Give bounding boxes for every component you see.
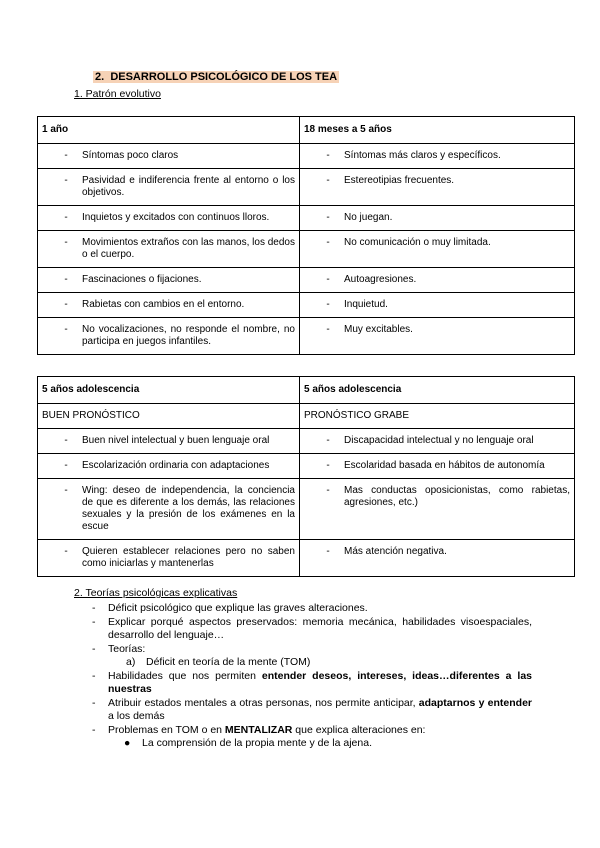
list-item: - Explicar porqué aspectos preservados: memoria mecánica, habilidades visoespaciales, desarrollo del lenguaje… — [92, 615, 532, 641]
table-cell: - Inquietud. — [300, 293, 575, 318]
table-cell: - Fascinaciones o fijaciones. — [38, 268, 300, 293]
table-cell: - Wing: deseo de independencia, la conciencia de que es diferente a los demás, las relaciones sexuales y la presión de los exámenes en la escue — [38, 479, 300, 540]
subheading-teorias: 2. Teorías psicológicas explicativas — [74, 587, 238, 599]
list-bullet-item: ● La comprensión de la propia mente y de la ajena. — [124, 737, 372, 749]
list-item: - Déficit psicológico que explique las graves alteraciones. — [92, 602, 368, 614]
table-cell: - Más atención negativa. — [300, 540, 575, 577]
table-cell: - Autoagresiones. — [300, 268, 575, 293]
table2-sub-col1: BUEN PRONÓSTICO — [38, 404, 300, 429]
table-cell: - Inquietos y excitados con continuos lloros. — [38, 206, 300, 231]
table-cell: - Escolaridad basada en hábitos de autonomía — [300, 454, 575, 479]
table-pronostico — [37, 376, 575, 577]
heading-number: 2. — [95, 71, 105, 83]
cell-text: Inquietos y excitados con continuos lloros. — [82, 212, 270, 223]
cell-text: Muy excitables. — [344, 324, 413, 335]
table-row — [38, 293, 575, 318]
heading-text: DESARROLLO PSICOLÓGICO DE LOS TEA — [110, 71, 338, 83]
table-cell: - Estereotipias frecuentes. — [300, 169, 575, 206]
cell-text: Mas conductas oposicionistas, como rabietas, agresiones, etc.) — [344, 485, 570, 508]
cell-text: Discapacidad intelectual y no lenguaje oral — [344, 435, 534, 446]
table1-header-col2: 18 meses a 5 años — [300, 117, 575, 144]
table-row — [38, 206, 575, 231]
table-row — [38, 169, 575, 206]
table-cell: - No vocalizaciones, no responde el nombre, no participa en juegos infantiles. — [38, 318, 300, 355]
table1-header-col1: 1 año — [38, 117, 300, 144]
table-row — [38, 231, 575, 268]
table-cell: - Escolarización ordinaria con adaptaciones — [38, 454, 300, 479]
table-row — [38, 540, 575, 577]
cell-text: Wing: deseo de independencia, la conciencia de que es diferente a los demás, las relaciones sexuales y la presión de los exámenes en la escue — [82, 485, 295, 532]
cell-text: Escolarización ordinaria con adaptaciones — [82, 460, 270, 471]
cell-text: Escolaridad basada en hábitos de autonomía — [344, 460, 545, 471]
table2-sub-col2: PRONÓSTICO GRABE — [300, 404, 575, 429]
cell-text: Estereotipias frecuentes. — [344, 175, 455, 186]
cell-text: Buen nivel intelectual y buen lenguaje oral — [82, 435, 270, 446]
cell-text: Movimientos extraños con las manos, los dedos o el cuerpo. — [82, 237, 295, 260]
table-row — [38, 318, 575, 355]
table-cell: - Síntomas más claros y específicos. — [300, 144, 575, 169]
table-row — [38, 429, 575, 454]
table-row — [38, 144, 575, 169]
table-cell: - Pasividad e indiferencia frente al entorno o los objetivos. — [38, 169, 300, 206]
cell-text: Síntomas poco claros — [82, 150, 179, 161]
table-cell: - Discapacidad intelectual y no lenguaje oral — [300, 429, 575, 454]
table-row — [38, 268, 575, 293]
list-subitem: a) Déficit en teoría de la mente (TOM) — [126, 656, 311, 668]
table-patron-evolutivo — [37, 116, 575, 355]
cell-text: Síntomas más claros y específicos. — [344, 150, 501, 161]
cell-text: Rabietas con cambios en el entorno. — [82, 299, 245, 310]
list-item: - Teorías: — [92, 642, 146, 655]
table-cell: - Mas conductas oposicionistas, como rabietas, agresiones, etc.) — [300, 479, 575, 540]
cell-text: Autoagresiones. — [344, 274, 417, 285]
cell-text: No vocalizaciones, no responde el nombre, no participa en juegos infantiles. — [82, 324, 295, 347]
cell-text: No juegan. — [344, 212, 393, 223]
table-cell: - No comunicación o muy limitada. — [300, 231, 575, 268]
cell-text: Más atención negativa. — [344, 546, 447, 557]
cell-text: Pasividad e indiferencia frente al entorno o los objetivos. — [82, 175, 295, 198]
cell-text: Fascinaciones o fijaciones. — [82, 274, 202, 285]
bullet-icon: ● — [124, 737, 131, 749]
table-cell: - Buen nivel intelectual y buen lenguaje oral — [38, 429, 300, 454]
section-heading — [93, 71, 339, 83]
cell-text: No comunicación o muy limitada. — [344, 237, 491, 248]
table-cell: - No juegan. — [300, 206, 575, 231]
table-cell: - Quieren establecer relaciones pero no saben como iniciarlas y mantenerlas — [38, 540, 300, 577]
list-item: - Problemas en TOM o en MENTALIZAR que explica alteraciones en: — [92, 723, 426, 736]
table2-header-col2: 5 años adolescencia — [300, 377, 575, 404]
theories-list — [92, 602, 532, 751]
table-row — [38, 479, 575, 540]
table-row — [38, 454, 575, 479]
cell-text: Inquietud. — [344, 299, 388, 310]
table-cell: - Síntomas poco claros — [38, 144, 300, 169]
list-item: - Habilidades que nos permiten entender deseos, intereses, ideas…diferentes a las nuestras — [92, 669, 533, 695]
table-cell: - Muy excitables. — [300, 318, 575, 355]
cell-text: Quieren establecer relaciones pero no saben como iniciarlas y mantenerlas — [82, 546, 295, 569]
table-cell: - Rabietas con cambios en el entorno. — [38, 293, 300, 318]
list-item: - Atribuir estados mentales a otras personas, nos permite anticipar, adaptarnos y entender a los demás — [92, 696, 532, 722]
table2-header-col1: 5 años adolescencia — [38, 377, 300, 404]
table-cell: - Movimientos extraños con las manos, los dedos o el cuerpo. — [38, 231, 300, 268]
subheading-patron: 1. Patrón evolutivo — [74, 88, 161, 100]
